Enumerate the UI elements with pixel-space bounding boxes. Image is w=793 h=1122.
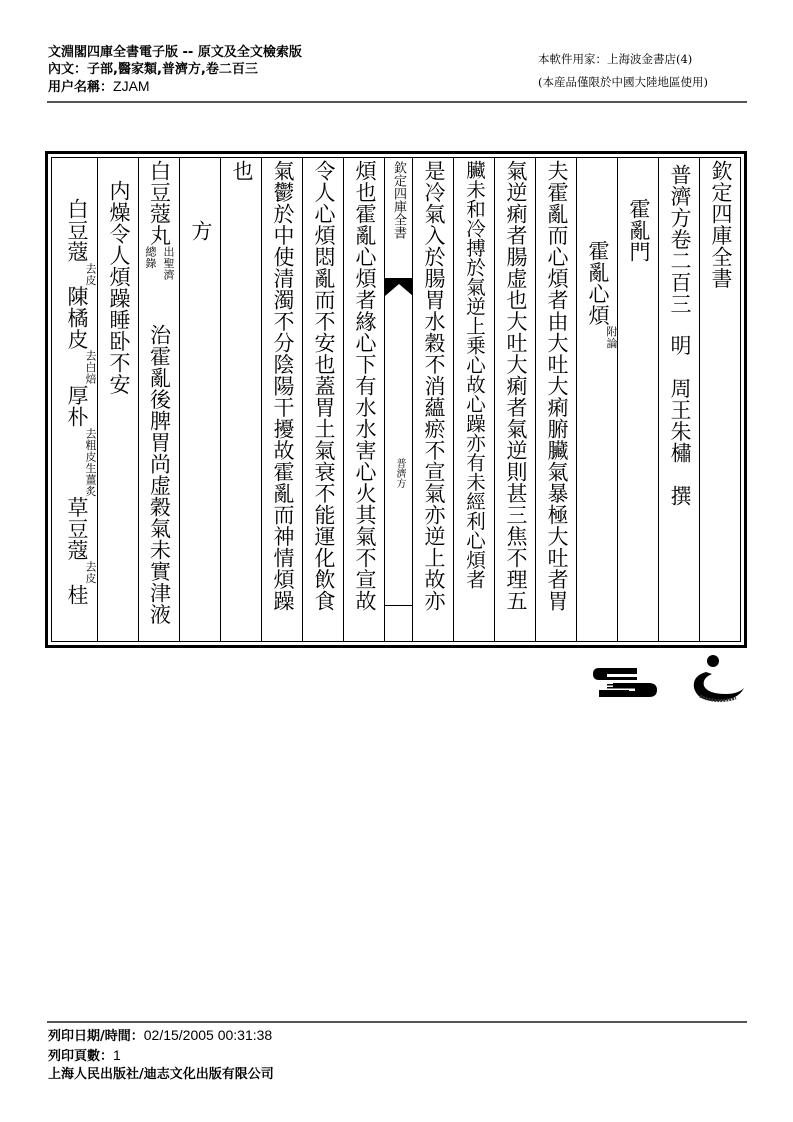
column-9 xyxy=(343,158,384,641)
text-line: 氣逆痢者腸虚也大吐大痢者氣逆則甚三焦不理五 xyxy=(504,160,528,612)
column-2 xyxy=(658,158,699,641)
publisher: 上海人民出版社/迪志文化出版有限公司 xyxy=(48,1067,274,1082)
column-12 xyxy=(220,158,261,641)
fish-tail-mark-icon xyxy=(385,278,413,296)
ingredient-note: 去粗皮生薑炙 xyxy=(84,427,97,497)
fold-bar xyxy=(385,605,413,606)
header-title: 文淵閣四庫全書電子版 -- 原文及全文檢索版 xyxy=(48,45,302,60)
subsection-line xyxy=(577,240,618,349)
print-datetime-label: 列印日期/時間： xyxy=(48,1029,144,1044)
text-line: 内燥令人煩躁睡卧不安 xyxy=(107,180,131,395)
header-right xyxy=(538,48,708,94)
column-5 xyxy=(535,158,576,641)
column-13 xyxy=(179,158,220,641)
ingredient-name: 草豆蔻 xyxy=(65,496,89,561)
column-3 xyxy=(617,158,658,641)
text-line: 夫霍亂而心煩者由大吐大痢腑臟氣暴極大吐者胃 xyxy=(545,160,569,612)
column-16 xyxy=(53,158,97,641)
recipe-line xyxy=(139,160,180,625)
column-8 xyxy=(412,158,453,641)
page-count-line xyxy=(48,1046,274,1066)
print-datetime-line xyxy=(48,1026,274,1046)
author-line: 明 周王朱橚 撰 xyxy=(668,334,692,507)
header-divider xyxy=(47,101,747,103)
column-14 xyxy=(138,158,179,641)
ingredient-name: 白豆蔻 xyxy=(65,198,89,263)
text-line: 令人心煩悶亂而不安也蓋胃土氣衰不能運化飲食 xyxy=(312,160,336,612)
text-line: 是冷氣入於腸胃水穀不消蘊瘀不宣氣亦逆上故亦 xyxy=(422,160,446,612)
column-15 xyxy=(97,158,138,641)
content-path-line xyxy=(48,61,302,78)
books-logo-icon xyxy=(593,666,657,698)
user-line xyxy=(48,78,302,96)
recipe-indication: 治霍亂後脾胃尚虚穀氣未實津液 xyxy=(147,324,172,625)
user-name: ZJAM xyxy=(113,78,150,94)
source-note xyxy=(139,246,180,324)
page-count: 1 xyxy=(113,1047,121,1063)
user-label: 用户名稱： xyxy=(48,80,114,95)
ingredient-note: 去皮 xyxy=(84,561,97,584)
source-note-left: 總錄 xyxy=(144,246,157,269)
page-frame xyxy=(51,157,741,642)
text-line: 臟未和冷搏於氣逆上乗心故心躁亦有未經利心煩者 xyxy=(463,160,486,589)
print-datetime: 02/15/2005 00:31:38 xyxy=(143,1027,273,1043)
ingredient-name: 陳橘皮 xyxy=(65,285,89,350)
text-line: 煩也霍亂心煩者緣心下有水水害心火其氣不宣故 xyxy=(353,160,377,612)
ingredient-note: 去皮 xyxy=(84,262,97,286)
series-title: 欽定四庫全書 xyxy=(709,160,733,289)
column-4 xyxy=(576,158,617,641)
fold-subtitle: 普濟方 xyxy=(394,458,405,488)
header-left xyxy=(48,44,302,96)
column-10 xyxy=(302,158,343,641)
column-1 xyxy=(699,158,740,641)
content-path: 子部,醫家類,普濟方,卷二百三 xyxy=(87,62,258,77)
fold-title: 欽定四庫全書 xyxy=(391,161,406,239)
recipe-heading: 方 xyxy=(189,220,213,242)
footer xyxy=(48,1026,274,1084)
subsection-note: 附論 xyxy=(605,326,618,349)
footer-divider xyxy=(47,1021,747,1023)
volume-title: 普濟方卷二百三 xyxy=(668,164,692,315)
ingredient-note: 去白焙 xyxy=(84,350,97,385)
swirl-logo-icon xyxy=(686,654,746,704)
column-11 xyxy=(261,158,302,641)
licensee: 本軟件用家：上海波金書店(4) xyxy=(538,52,693,66)
ingredient-name: 桂 xyxy=(65,584,89,606)
section-title: 霍亂門 xyxy=(627,198,651,263)
ingredient-name: 厚朴 xyxy=(65,384,89,428)
column-6 xyxy=(494,158,535,641)
subsection-title: 霍亂心煩 xyxy=(586,240,610,326)
column-7 xyxy=(453,158,494,641)
recipe-name: 白豆蔻丸 xyxy=(147,160,172,246)
text-line: 氣鬱於中使清濁不分陰陽干擾故霍亂而神情煩躁 xyxy=(271,160,295,612)
text-line: 也 xyxy=(230,160,254,182)
content-label: 內文： xyxy=(48,62,88,77)
center-fold xyxy=(384,158,412,641)
page-count-label: 列印頁數： xyxy=(48,1049,114,1064)
restriction-note: (本産品僅限於中國大陸地區使用) xyxy=(538,75,708,89)
source-note-right: 出聖濟 xyxy=(162,246,175,281)
ingredient-list xyxy=(53,198,97,606)
volume-title-line xyxy=(659,164,700,507)
